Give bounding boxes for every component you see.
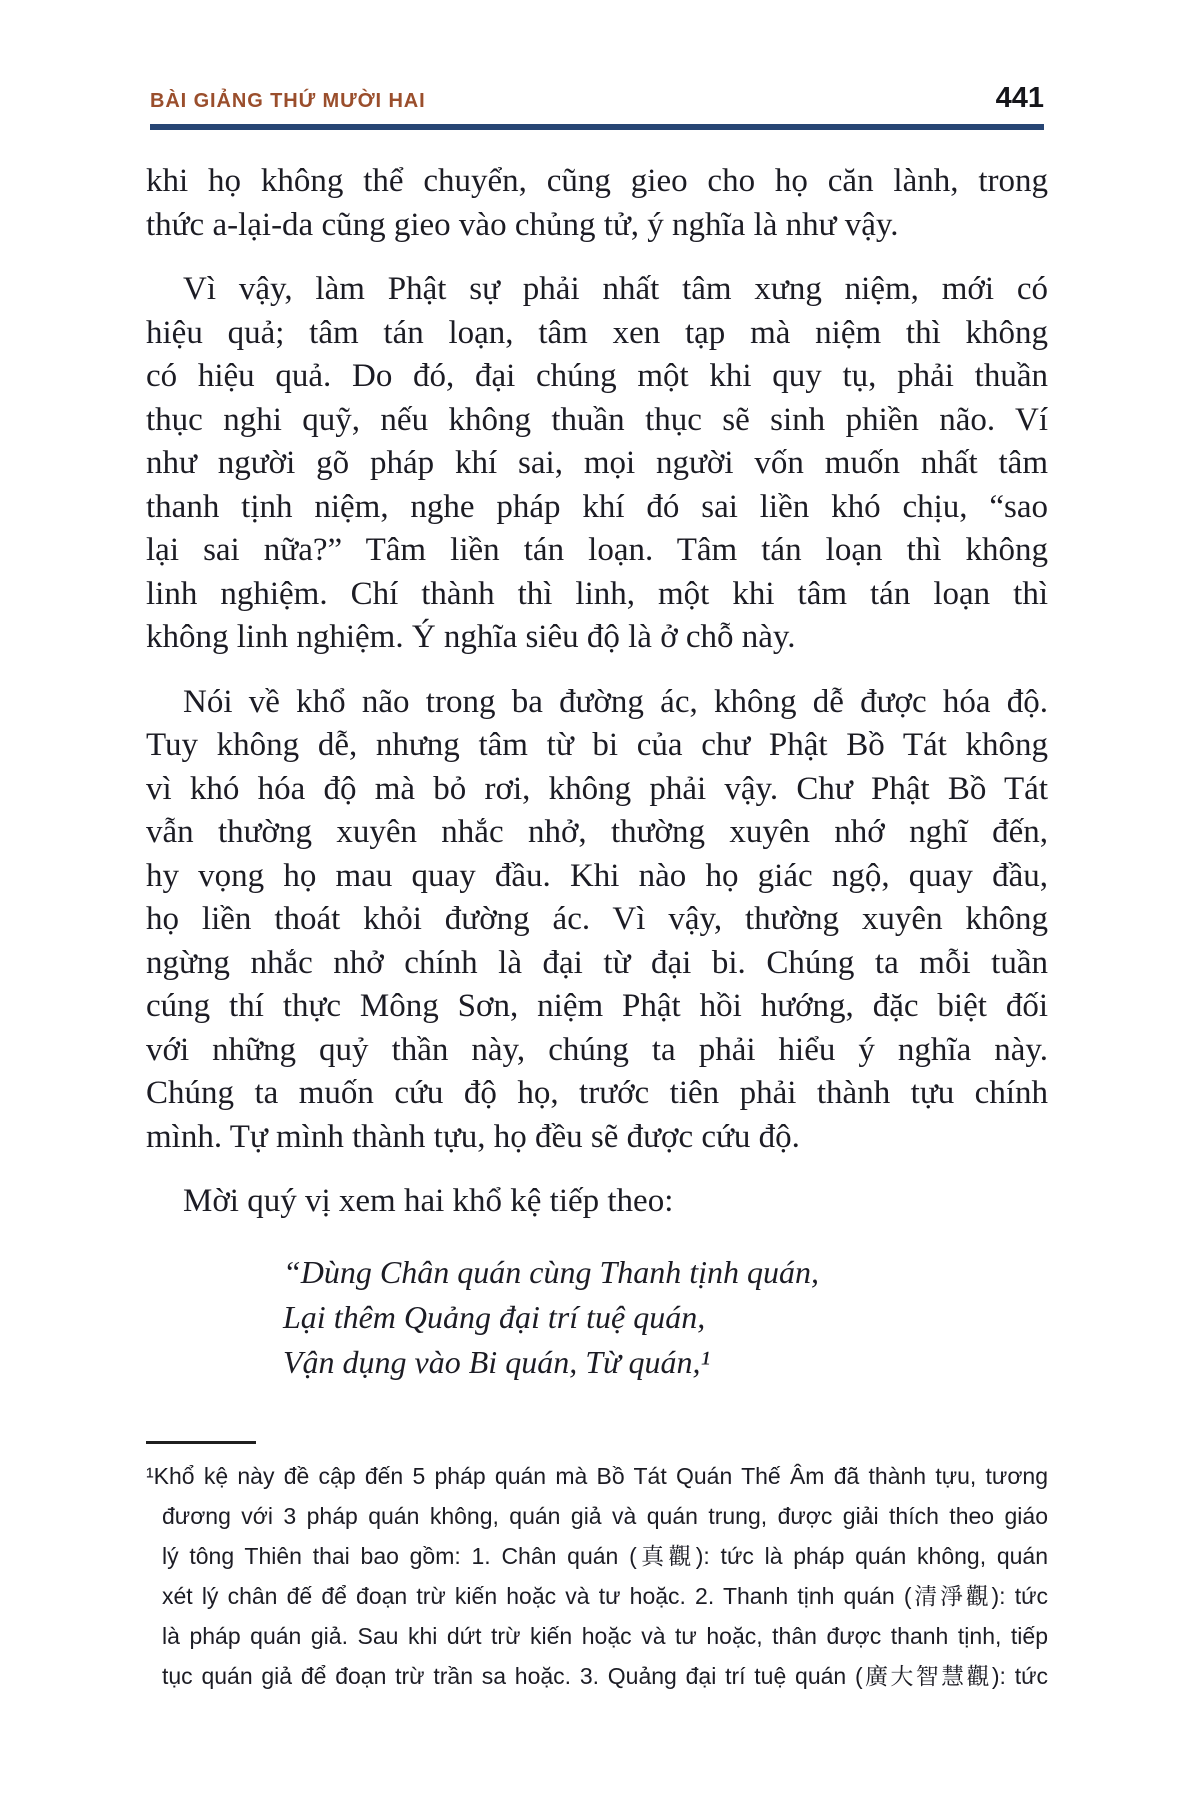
body-text-line: thanh tịnh niệm, nghe pháp khí đó sai liền khó chịu, “sao — [146, 488, 1048, 525]
text-column — [146, 160, 1048, 1385]
footnote-line: ¹Khổ kệ này đề cập đến 5 pháp quán mà Bồ Tát Quán Thế Âm đã thành tựu, tương — [146, 1463, 1048, 1489]
footnote-line: xét lý chân đế để đoạn trừ kiến hoặc và tư hoặc. 2. Thanh tịnh quán (清淨觀): tức — [162, 1583, 1048, 1609]
footnote-line: là pháp quán giả. Sau khi dứt trừ kiến hoặc và tư hoặc, thân được thanh tịnh, tiếp — [162, 1623, 1048, 1649]
body-text-line: có hiệu quả. Do đó, đại chúng một khi quy tụ, phải thuần — [146, 358, 1048, 394]
chapter-title: BÀI GIẢNG THỨ MƯỜI HAI — [150, 90, 426, 112]
body-text-line: Nói về khổ não trong ba đường ác, không dễ được hóa độ. — [183, 683, 1048, 720]
body-text-line: Vì vậy, làm Phật sự phải nhất tâm xưng niệm, mới có — [183, 271, 1048, 307]
body-text-line: lại sai nữa?” Tâm liền tán loạn. Tâm tán loạn thì không — [146, 532, 1048, 568]
footnote-line: lý tông Thiên thai bao gồm: 1. Chân quán (真觀): tức là pháp quán không, quán — [162, 1543, 1048, 1569]
body-text-line: vì khó hóa độ mà bỏ rơi, không phải vậy. Chư Phật Bồ Tát — [146, 770, 1048, 807]
body-text-line: như người gõ pháp khí sai, mọi người vốn muốn nhất tâm — [146, 445, 1048, 481]
body-text-line: họ liền thoát khỏi đường ác. Vì vậy, thường xuyên không — [146, 901, 1048, 937]
running-header — [150, 84, 1044, 113]
body-text-line: Chúng ta muốn cứu độ họ, trước tiên phải thành tựu chính — [146, 1075, 1048, 1111]
body-text-line: hiệu quả; tâm tán loạn, tâm xen tạp mà niệm thì không — [146, 314, 1048, 351]
body-text-line: mình. Tự mình thành tựu, họ đều sẽ được cứu độ. — [146, 1118, 800, 1155]
body-text-line: cúng thí thực Mông Sơn, niệm Phật hồi hướng, đặc biệt đối — [146, 988, 1048, 1024]
footnote-separator — [146, 1441, 256, 1444]
body-text-line: ngừng nhắc nhở chính là đại từ đại bi. Chúng ta mỗi tuần — [146, 944, 1048, 981]
header-rule — [150, 124, 1044, 130]
body-text-line: không linh nghiệm. Ý nghĩa siêu độ là ở chỗ này. — [146, 619, 796, 655]
verse-line: “Dùng Chân quán cùng Thanh tịnh quán, — [283, 1253, 820, 1290]
footnote-block — [146, 1456, 1048, 1696]
body-text-line: Mời quý vị xem hai khổ kệ tiếp theo: — [183, 1183, 674, 1219]
verse-line: Lại thêm Quảng đại trí tuệ quán, — [283, 1298, 706, 1335]
footnote-line: tục quán giả để đoạn trừ trần sa hoặc. 3. Quảng đại trí tuệ quán (廣大智慧觀): tức — [162, 1663, 1048, 1689]
body-text-line: thức a-lại-da cũng gieo vào chủng tử, ý nghĩa là như vậy. — [146, 206, 899, 243]
page-number: 441 — [995, 82, 1044, 114]
body-text-line: khi họ không thể chuyển, cũng gieo cho họ căn lành, trong — [146, 163, 1048, 199]
body-text-line: linh nghiệm. Chí thành thì linh, một khi tâm tán loạn thì — [146, 575, 1048, 612]
body-text-line: thục nghi quỹ, nếu không thuần thục sẽ sinh phiền não. Ví — [146, 401, 1048, 438]
body-paragraphs — [146, 160, 1048, 1224]
footnote-line: đương với 3 pháp quán không, quán giả và quán trung, được giải thích theo giáo — [162, 1503, 1048, 1529]
body-text-line: hy vọng họ mau quay đầu. Khi nào họ giác ngộ, quay đầu, — [146, 857, 1048, 894]
body-text-line: vẫn thường xuyên nhắc nhở, thường xuyên nhớ nghĩ đến, — [146, 814, 1048, 850]
body-text-line: Tuy không dễ, nhưng tâm từ bi của chư Phật Bồ Tát không — [146, 727, 1048, 763]
verse-block — [283, 1250, 1048, 1385]
body-text-line: với những quỷ thần này, chúng ta phải hiểu ý nghĩa này. — [146, 1031, 1048, 1068]
verse-line: Vận dụng vào Bi quán, Từ quán,¹ — [283, 1343, 711, 1380]
